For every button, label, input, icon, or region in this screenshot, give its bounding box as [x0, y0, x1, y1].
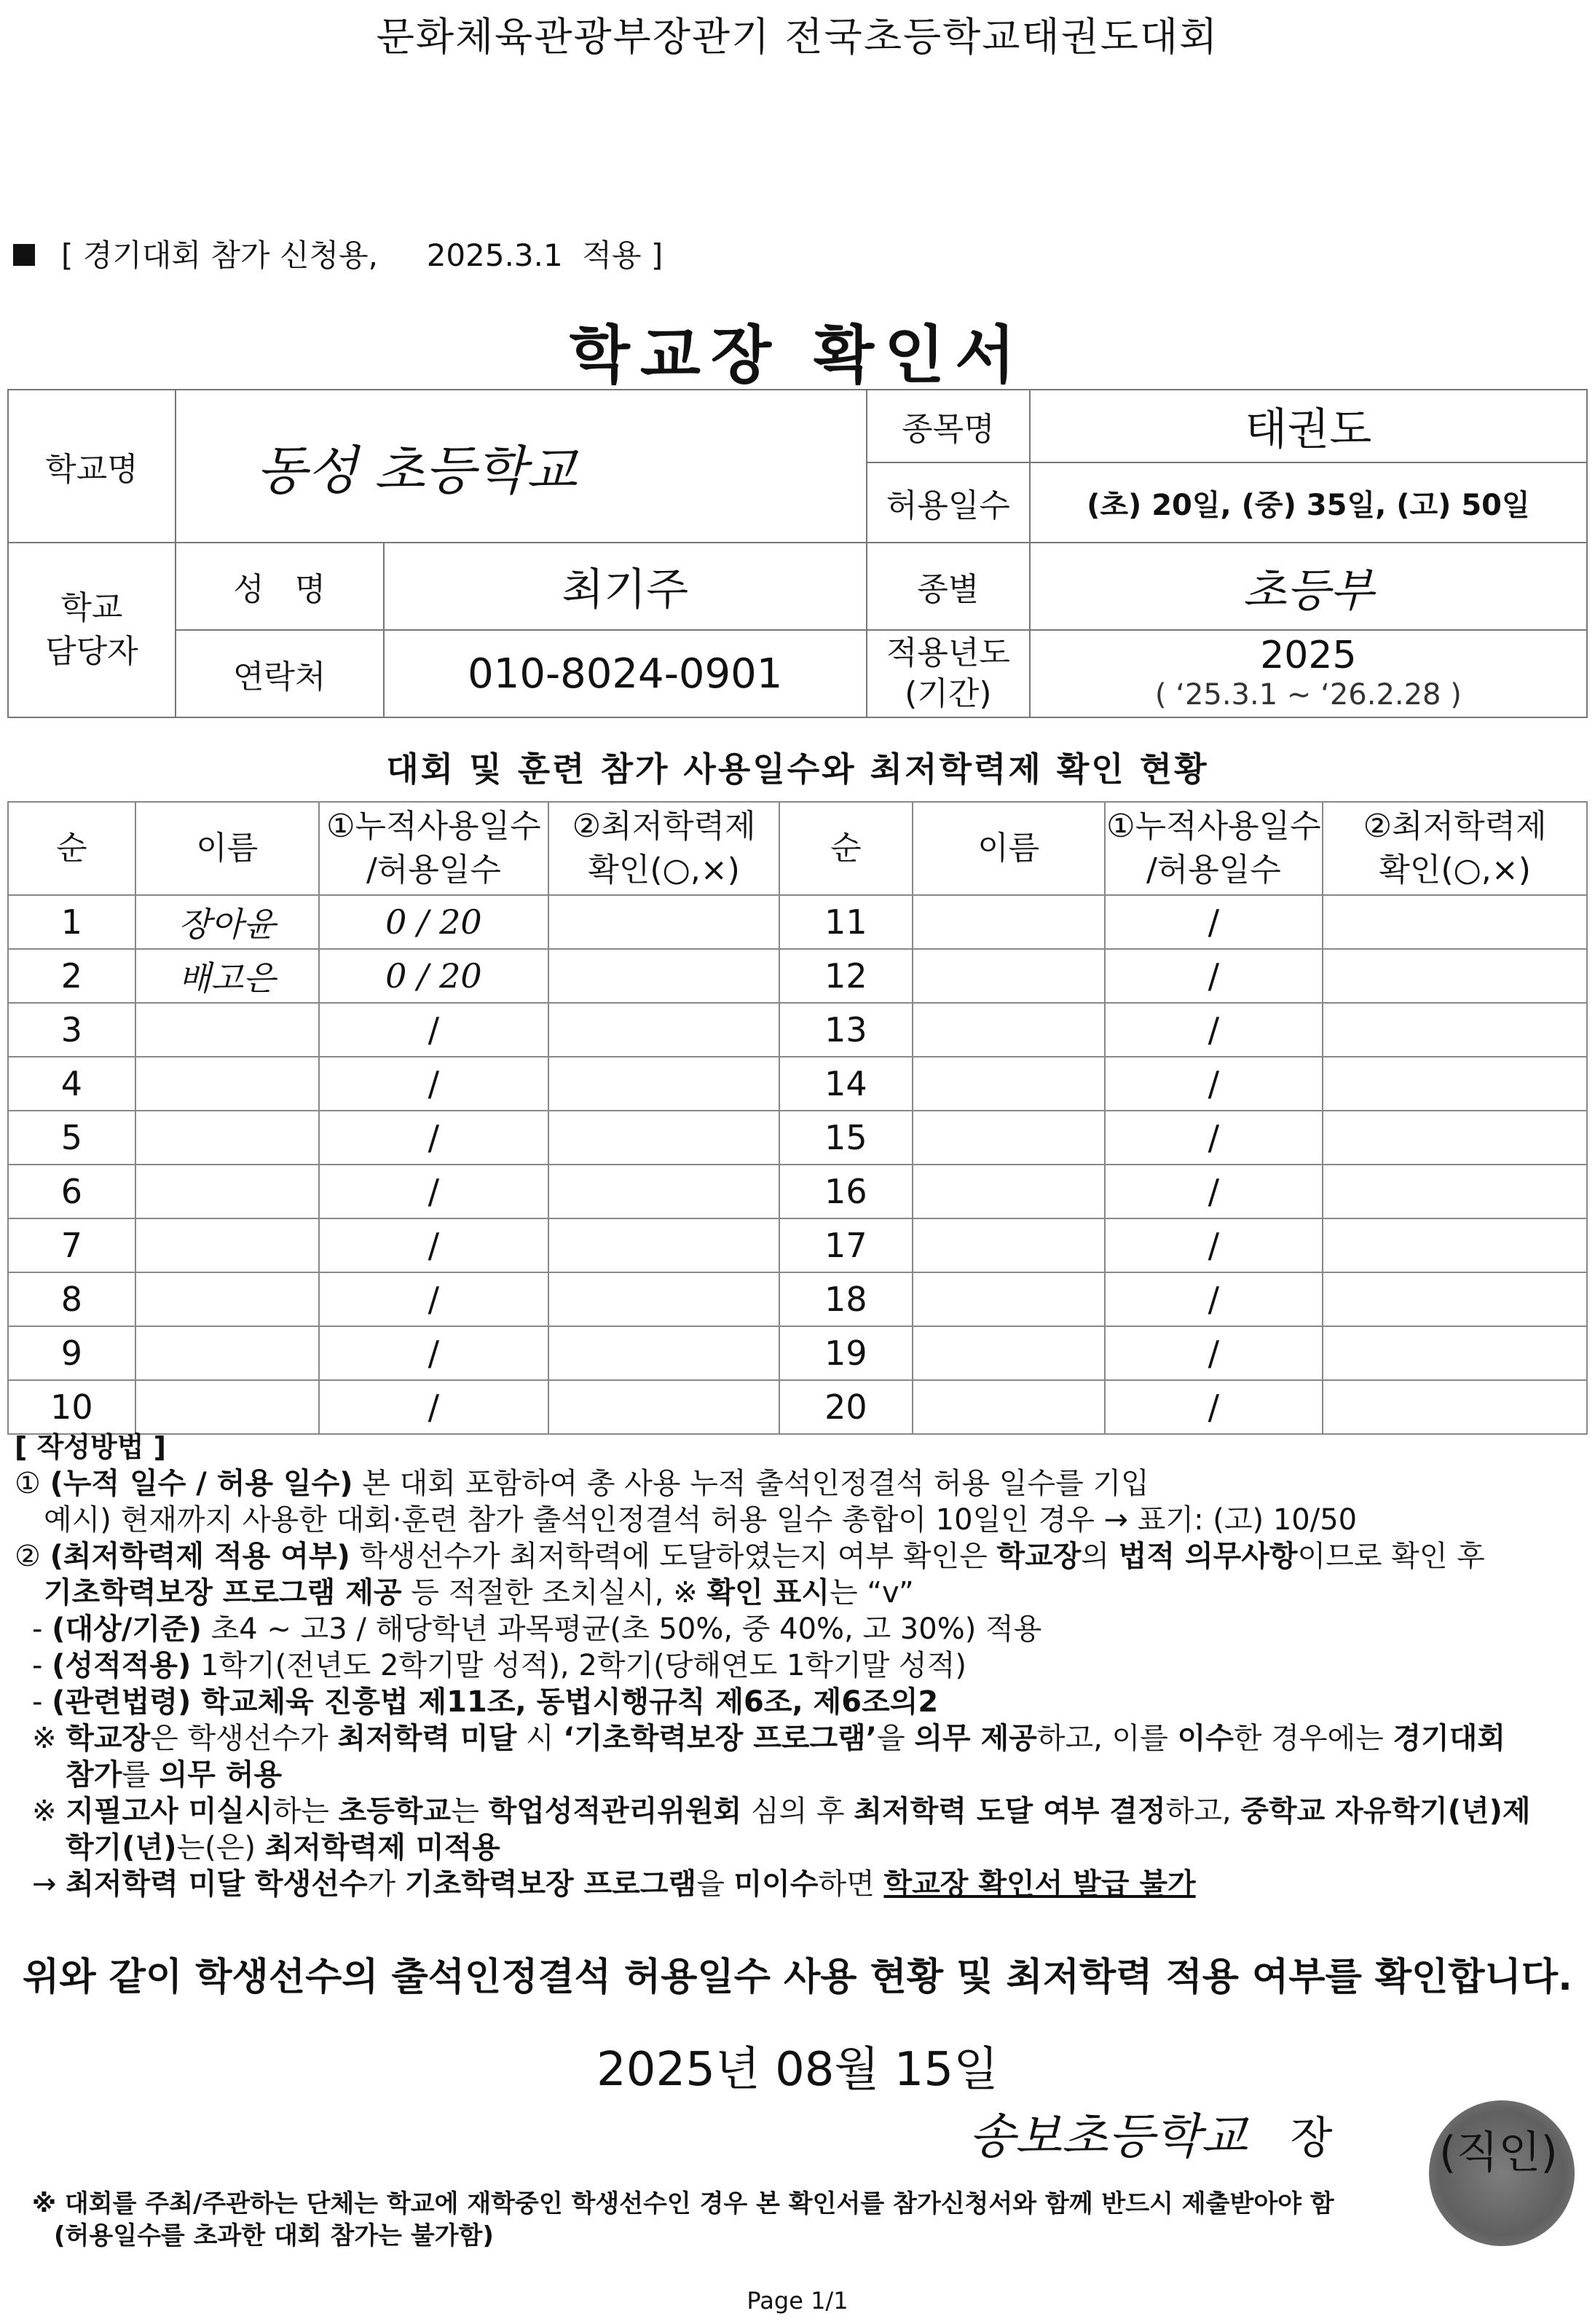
table-row: [8, 1165, 1587, 1218]
footnote: [32, 2188, 1576, 2252]
remark-1-cont: 참가를 의무 허용: [66, 1758, 283, 1792]
table-row: [8, 1326, 1587, 1380]
row-check: [548, 1057, 779, 1111]
confirmation-statement: 위와 같이 학생선수의 출석인정결석 허용일수 사용 현황 및 최저학력 적용 여부를 확인합니다.: [23, 1955, 1572, 1999]
col-seq-right: 순: [779, 802, 913, 895]
table-row: [8, 1111, 1587, 1165]
row-name: [135, 1218, 319, 1272]
row-seq: 12: [779, 949, 913, 1003]
row-days: 0 / 20: [319, 895, 549, 949]
note-2-cont: 기초학력보장 프로그램 제공 등 적절한 조치실시, ※ 확인 표시는 “v”: [44, 1576, 914, 1610]
row-seq: 19: [779, 1326, 913, 1380]
remark-3: → 최저학력 미달 학생선수가 기초학력보장 프로그램을 미이수하면 학교장 확인서 발급 불가: [32, 1867, 1196, 1901]
seal-label: (직인): [1439, 2127, 1558, 2178]
table-row: [8, 1218, 1587, 1272]
manager-label: 학교 담당자: [8, 543, 176, 717]
col-check: ②최저학력제 확인(○,×): [548, 802, 779, 895]
detail-law: - (관련법령) 학교체육 진흥법 제11조, 동법시행규칙 제6조, 제6조의2: [32, 1685, 939, 1719]
table-row: [8, 895, 1587, 949]
contact-value: 010-8024-0901: [384, 630, 867, 717]
table-row: [8, 1272, 1587, 1326]
row-days: /: [1105, 949, 1323, 1003]
period-value: ( ‘25.3.1 ~ ‘26.2.28 ): [1154, 678, 1462, 712]
row-days: /: [319, 1326, 549, 1380]
contact-label: 연락처: [176, 630, 384, 717]
row-name: [913, 895, 1105, 949]
row-check: [1323, 1380, 1587, 1434]
row-days: 0 / 20: [319, 949, 549, 1003]
detail-grades: - (성적적용) 1학기(전년도 2학기말 성적), 2학기(당해연도 1학기말 성적): [32, 1649, 966, 1682]
row-days: /: [319, 1111, 549, 1165]
row-seq: 6: [8, 1165, 135, 1218]
school-label: 학교명: [8, 390, 176, 543]
footnote-line-2: (허용일수를 초과한 대회 참가는 불가함): [54, 2221, 494, 2250]
row-check: [548, 1003, 779, 1057]
row-days: /: [1105, 895, 1323, 949]
row-seq: 4: [8, 1057, 135, 1111]
row-name: 장아윤: [135, 895, 319, 949]
row-check: [548, 1165, 779, 1218]
row-days: /: [319, 1165, 549, 1218]
row-name: 배고은: [135, 949, 319, 1003]
square-bullet-icon: [13, 244, 35, 266]
col-seq: 순: [8, 802, 135, 895]
row-seq: 13: [779, 1003, 913, 1057]
row-name: [913, 1272, 1105, 1326]
row-check: [1323, 1057, 1587, 1111]
row-name: [913, 1111, 1105, 1165]
row-seq: 9: [8, 1326, 135, 1380]
row-days: /: [1105, 1380, 1323, 1434]
row-days: /: [319, 1057, 549, 1111]
detail-target: - (대상/기준) 초4 ~ 고3 / 해당학년 과목평균(초 50%, 중 40%, 고 30%) 적용: [32, 1612, 1042, 1646]
row-check: [1323, 1165, 1587, 1218]
division-value: 초등부: [1030, 543, 1587, 630]
row-check: [1323, 1111, 1587, 1165]
row-seq: 3: [8, 1003, 135, 1057]
row-check: [1323, 1218, 1587, 1272]
row-check: [1323, 949, 1587, 1003]
name-value: 최기주: [384, 543, 867, 630]
issue-date: 2025년 08월 15일: [596, 2043, 999, 2097]
row-days: /: [1105, 1326, 1323, 1380]
name-label: 성 명: [176, 543, 384, 630]
year-cell: [1030, 630, 1587, 717]
table-row: [8, 1057, 1587, 1111]
row-seq: 18: [779, 1272, 913, 1326]
row-name: [913, 1003, 1105, 1057]
school-value: 동성 초등학교: [176, 390, 867, 543]
row-check: [548, 1111, 779, 1165]
col-days-right: ①누적사용일수 /허용일수: [1105, 802, 1323, 895]
row-name: [913, 1057, 1105, 1111]
allowed-days-value: (초) 20일, (중) 35일, (고) 50일: [1030, 462, 1587, 543]
row-days: /: [319, 1218, 549, 1272]
row-name: [913, 1380, 1105, 1434]
row-name: [135, 1003, 319, 1057]
year-value: 2025: [1260, 634, 1357, 677]
school-info-table: [7, 389, 1588, 718]
row-seq: 20: [779, 1380, 913, 1434]
note-1: ① (누적 일수 / 허용 일수) 본 대회 포함하여 총 사용 누적 출석인정결석 허용 일수를 기입: [15, 1467, 1149, 1500]
row-check: [1323, 895, 1587, 949]
instructions: [15, 1429, 1580, 1902]
row-seq: 2: [8, 949, 135, 1003]
table-row: [8, 1380, 1587, 1434]
row-name: [135, 1272, 319, 1326]
row-seq: 10: [8, 1380, 135, 1434]
row-seq: 1: [8, 895, 135, 949]
row-name: [135, 1111, 319, 1165]
notes-heading: [ 작성방법 ]: [15, 1431, 167, 1463]
page-number: Page 1/1: [747, 2287, 848, 2315]
row-seq: 11: [779, 895, 913, 949]
row-check: [548, 895, 779, 949]
sport-label: 종목명: [867, 390, 1030, 462]
usage-section-title: 대회 및 훈련 참가 사용일수와 최저학력제 확인 현황: [386, 749, 1209, 789]
row-check: [548, 949, 779, 1003]
col-name-right: 이름: [913, 802, 1105, 895]
row-check: [548, 1326, 779, 1380]
row-days: /: [319, 1272, 549, 1326]
subhead-text: [ 경기대회 참가 신청용, 2025.3.1 적용 ]: [61, 237, 663, 273]
row-check: [548, 1272, 779, 1326]
row-name: [913, 949, 1105, 1003]
row-days: /: [1105, 1218, 1323, 1272]
row-days: /: [1105, 1272, 1323, 1326]
remark-1: ※ 학교장은 학생선수가 최저학력 미달 시 ‘기초학력보장 프로그램’을 의무 제공하고, 이를 이수한 경우에는 경기대회: [32, 1722, 1506, 1755]
row-seq: 16: [779, 1165, 913, 1218]
principal-signature: [969, 2097, 1333, 2167]
sport-value: 태권도: [1030, 390, 1587, 462]
row-name: [913, 1326, 1105, 1380]
row-days: /: [1105, 1165, 1323, 1218]
row-check: [548, 1218, 779, 1272]
table-row: [8, 949, 1587, 1003]
row-seq: 7: [8, 1218, 135, 1272]
table-row: [8, 1003, 1587, 1057]
school-signature: 송보초등학교: [969, 2108, 1248, 2165]
row-name: [913, 1218, 1105, 1272]
footnote-line-1: ※ 대회를 주최/주관하는 단체는 학교에 재학중인 학생선수인 경우 본 확인서를 참가신청서와 함께 반드시 제출받아야 함: [32, 2189, 1334, 2218]
allowed-days-label: 허용일수: [867, 462, 1030, 543]
row-seq: 5: [8, 1111, 135, 1165]
remark-2-cont: 학기(년)는(은) 최저학력제 미적용: [66, 1831, 500, 1864]
row-seq: 8: [8, 1272, 135, 1326]
col-days: ①누적사용일수 /허용일수: [319, 802, 549, 895]
row-name: [135, 1326, 319, 1380]
form-subhead: [13, 232, 663, 275]
row-check: [1323, 1003, 1587, 1057]
note-2: ② (최저학력제 적용 여부) 학생선수가 최저학력에 도달하였는지 여부 확인은 학교장의 법적 의무사항이므로 확인 후: [15, 1540, 1485, 1573]
note-1-example: 예시) 현재까지 사용한 대회·훈련 참가 출석인정결석 허용 일수 총합이 10일인 경우 → 표기: (고) 10/50: [44, 1503, 1358, 1537]
row-days: /: [1105, 1057, 1323, 1111]
year-label: 적용년도 (기간): [867, 630, 1030, 717]
document-title: 학교장 확인서: [569, 319, 1026, 392]
col-check-right: ②최저학력제 확인(○,×): [1323, 802, 1587, 895]
division-label: 종별: [867, 543, 1030, 630]
row-seq: 15: [779, 1111, 913, 1165]
row-seq: 17: [779, 1218, 913, 1272]
row-days: /: [319, 1003, 549, 1057]
row-check: [1323, 1326, 1587, 1380]
row-check: [1323, 1272, 1587, 1326]
remark-2: ※ 지필고사 미실시하는 초등학교는 학업성적관리위원회 심의 후 최저학력 도달 여부 결정하고, 중학교 자유학기(년)제: [32, 1795, 1531, 1828]
row-check: [548, 1380, 779, 1434]
col-name: 이름: [135, 802, 319, 895]
row-name: [135, 1165, 319, 1218]
row-seq: 14: [779, 1057, 913, 1111]
row-days: /: [1105, 1003, 1323, 1057]
row-name: [135, 1380, 319, 1434]
row-name: [913, 1165, 1105, 1218]
usage-table: [7, 801, 1588, 1435]
event-title: 문화체육관광부장관기 전국초등학교태권도대회: [376, 14, 1219, 60]
row-days: /: [319, 1380, 549, 1434]
principal-title: 장: [1290, 2113, 1333, 2164]
row-days: /: [1105, 1111, 1323, 1165]
row-name: [135, 1057, 319, 1111]
